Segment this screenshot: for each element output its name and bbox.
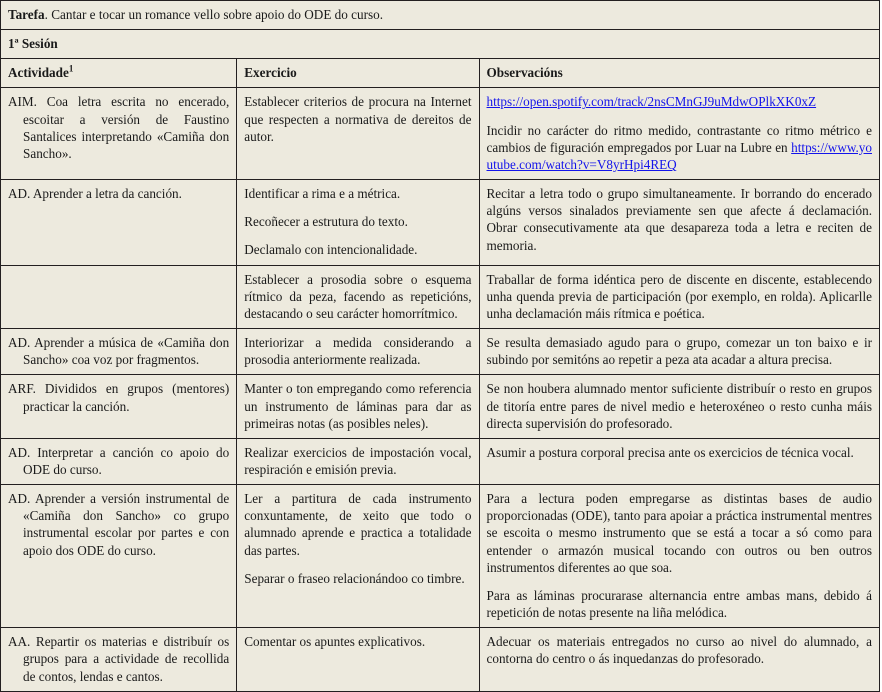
cell-observations [479, 329, 879, 375]
session-title: 1ª Sesión [1, 30, 880, 59]
exercise-paragraph: Establecer criterios de procura na Internet que respecten a normativa de dereitos de autor. [244, 94, 472, 144]
youtube-video-link[interactable]: https://www.youtube.com/watch?v=V8yrHpi4REQ [486, 139, 872, 172]
exercise-paragraph: Comentar os apuntes explicativos. [244, 634, 426, 650]
observation-link-paragraph [487, 93, 872, 110]
column-header-activity-label: Actividade [8, 65, 69, 81]
cell-activity [1, 438, 237, 484]
cell-observations [479, 438, 879, 484]
observation-paragraph: Se non houbera alumnado mentor suficiente distribuír o resto en grupos de titoría entre pares de nivel medio e heteroxéneo o resto cunha máis directa supervisión do profesorado. [486, 381, 872, 431]
exercise-paragraph: Interiorizar a medida considerando a prosodia anteriormente realizada. [244, 335, 472, 368]
observation-paragraph: Adecuar os materiais entregados no curso ao nivel do alumnado, a contorna do centro o ás inquedanzas do profesorado. [486, 634, 872, 667]
observation-paragraph [487, 122, 872, 173]
observation-paragraph: Se resulta demasiado agudo para o grupo, comezar un ton baixo e ir subindo por semitóns ao repetir a peza ata acadar a altura precisa. [486, 335, 872, 368]
observation-paragraph: Recitar a letra todo o grupo simultaneamente. Ir borrando do encerado algúns versos sinalados previamente sen que afecte á declamación. Obrar consecutivamente ata que desapareza toda a letra e reciten de memoria. [486, 186, 872, 253]
cell-observations [479, 88, 879, 180]
observation-paragraph: Traballar de forma idéntica pero de discente en discente, establecendo unha quenda previa de participación (por exemplo, en rolda). Aplicarlle unha declamación máis rítmica e poética. [486, 271, 872, 321]
table-row [1, 375, 880, 438]
cell-exercise [237, 438, 479, 484]
exercise-paragraph: Realizar exercicios de impostación vocal, respiración e emisión previa. [244, 444, 472, 477]
task-label: Tarefa [8, 7, 45, 22]
cell-activity [1, 265, 237, 328]
observation-paragraph: Asumir a postura corporal precisa ante os exercicios de técnica vocal. [486, 444, 854, 460]
cell-activity [1, 628, 237, 691]
cell-activity [1, 375, 237, 438]
cell-activity [1, 485, 237, 628]
exercise-paragraph: Recoñecer a estrutura do texto. [244, 214, 408, 230]
cell-observations [479, 485, 879, 628]
column-header-observations: Observacións [479, 59, 879, 88]
cell-observations [479, 180, 879, 265]
cell-exercise [237, 265, 479, 328]
table-body [1, 1, 880, 692]
activity-paragraph: AD. Aprender a música de «Camiña don Sancho» coa voz por fragmentos. [8, 335, 230, 368]
table-row [1, 180, 880, 265]
table-row [1, 329, 880, 375]
cell-exercise [237, 628, 479, 691]
cell-exercise [237, 485, 479, 628]
table-row [1, 88, 880, 180]
cell-activity [1, 88, 237, 180]
column-header-activity [1, 59, 237, 88]
exercise-paragraph: Identificar a rima e a métrica. [244, 186, 401, 202]
activity-footnote-marker: 1 [68, 63, 74, 74]
activity-paragraph: AD. Aprender a letra da canción. [8, 186, 182, 202]
cell-exercise [237, 375, 479, 438]
cell-observations [479, 375, 879, 438]
task-text: . Cantar e tocar un romance vello sobre apoio do ODE do curso. [44, 7, 384, 22]
exercise-paragraph: Declamalo con intencionalidade. [244, 242, 418, 258]
activity-paragraph: ARF. Divididos en grupos (mentores) practicar la canción. [8, 381, 230, 414]
table-row [1, 485, 880, 628]
task-banner-cell [1, 1, 880, 30]
cell-activity [1, 180, 237, 265]
spotify-track-link[interactable]: https://open.spotify.com/track/2nsCMnGJ9uMdwOPlkXK0xZ [486, 94, 817, 110]
task-banner-row [1, 1, 880, 30]
observation-text: Incidir no carácter do ritmo medido, contrastante co ritmo métrico e cambios de figuración empregados por Luar na Lubre en [486, 122, 872, 155]
exercise-paragraph: Ler a partitura de cada instrumento conxuntamente, de xeito que todo o alumnado aprende e practica a totalidade das partes. [244, 491, 472, 558]
column-header-exercise: Exercicio [237, 59, 479, 88]
observation-paragraph: Para as láminas procurarase alternancia entre ambas mans, debido á repetición de notas presente na liña melódica. [486, 587, 872, 621]
cell-observations [479, 265, 879, 328]
exercise-paragraph: Separar o fraseo relacionándoo co timbre. [244, 570, 465, 586]
activity-paragraph: AIM. Coa letra escrita no encerado, escoitar a versión de Faustino Santalices interpretando «Camiña don Sancho». [8, 94, 230, 161]
column-header-row [1, 59, 880, 88]
activity-paragraph: AD. Aprender a versión instrumental de «Camiña don Sancho» co grupo instrumental escolar por partes e con apoio dos ODE do curso. [8, 491, 230, 558]
cell-observations [479, 628, 879, 691]
table-row [1, 628, 880, 691]
observation-paragraph: Para a lectura poden empregarse as distintas bases de audio proporcionadas (ODE), tanto para apoiar a práctica instrumental mentres se escoita o mesmo instrumento que se está a tocar a só como para entender o armazón musical tocando con outros ou ben outros instrumentos diferentes ao que soa. [486, 491, 872, 575]
table-row [1, 438, 880, 484]
activity-paragraph: AD. Interpretar a canción co apoio do ODE do curso. [8, 444, 230, 477]
cell-exercise [237, 180, 479, 265]
session-banner-row [1, 30, 880, 59]
cell-exercise [237, 88, 479, 180]
cell-exercise [237, 329, 479, 375]
table-row [1, 265, 880, 328]
exercise-paragraph: Manter o ton empregando como referencia un instrumento de láminas para dar as primeiras notas (as posibles neles). [244, 381, 472, 431]
cell-activity [1, 329, 237, 375]
exercise-paragraph: Establecer a prosodia sobre o esquema rítmico da peza, facendo as repeticións, destacando o seu carácter homorrítmico. [244, 271, 472, 321]
activity-paragraph: AA. Repartir os materias e distribuír os grupos para a actividade de recollida de contos, lendas e cantos. [8, 634, 230, 684]
